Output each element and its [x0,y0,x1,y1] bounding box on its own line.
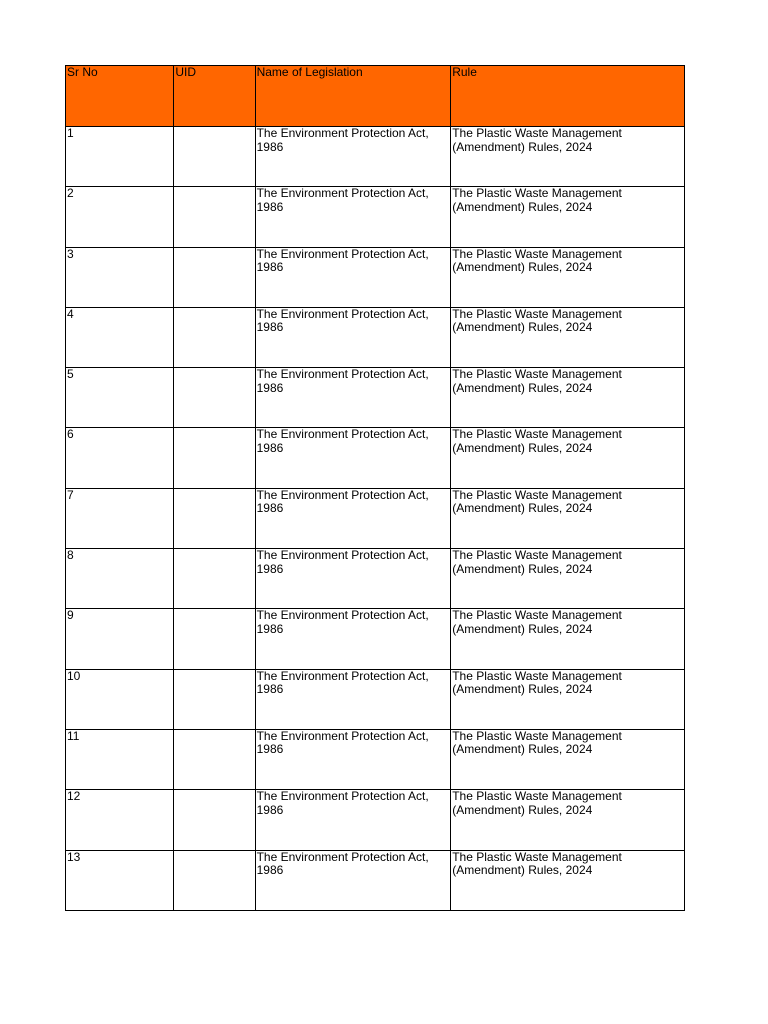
cell-name-of-legislation: The Environment Protection Act, 1986 [255,850,451,910]
cell-sr-no: 10 [66,669,174,729]
cell-rule: The Plastic Waste Management (Amendment) Rules, 2024 [451,428,685,488]
cell-uid [174,549,255,609]
cell-sr-no: 7 [66,488,174,548]
cell-name-of-legislation: The Environment Protection Act, 1986 [255,790,451,850]
cell-name-of-legislation: The Environment Protection Act, 1986 [255,307,451,367]
table-row [66,307,685,367]
cell-sr-no: 13 [66,850,174,910]
cell-sr-no: 9 [66,609,174,669]
cell-rule: The Plastic Waste Management (Amendment) Rules, 2024 [451,669,685,729]
cell-uid [174,729,255,789]
cell-uid [174,790,255,850]
legislation-table [65,65,685,911]
header-rule: Rule [451,66,685,127]
cell-sr-no: 5 [66,368,174,428]
cell-sr-no: 4 [66,307,174,367]
cell-rule: The Plastic Waste Management (Amendment) Rules, 2024 [451,488,685,548]
table-row [66,850,685,910]
table-row [66,790,685,850]
cell-sr-no: 12 [66,790,174,850]
cell-uid [174,850,255,910]
cell-name-of-legislation: The Environment Protection Act, 1986 [255,669,451,729]
cell-name-of-legislation: The Environment Protection Act, 1986 [255,368,451,428]
cell-rule: The Plastic Waste Management (Amendment) Rules, 2024 [451,549,685,609]
table-row [66,187,685,247]
cell-rule: The Plastic Waste Management (Amendment) Rules, 2024 [451,609,685,669]
cell-rule: The Plastic Waste Management (Amendment) Rules, 2024 [451,850,685,910]
cell-sr-no: 11 [66,729,174,789]
table-row [66,428,685,488]
cell-rule: The Plastic Waste Management (Amendment) Rules, 2024 [451,187,685,247]
table-header [66,66,685,127]
cell-sr-no: 6 [66,428,174,488]
table-row [66,549,685,609]
cell-sr-no: 8 [66,549,174,609]
cell-name-of-legislation: The Environment Protection Act, 1986 [255,488,451,548]
cell-name-of-legislation: The Environment Protection Act, 1986 [255,549,451,609]
table-row [66,368,685,428]
table-row [66,488,685,548]
table-row [66,609,685,669]
cell-sr-no: 2 [66,187,174,247]
table-row [66,247,685,307]
cell-name-of-legislation: The Environment Protection Act, 1986 [255,428,451,488]
cell-name-of-legislation: The Environment Protection Act, 1986 [255,187,451,247]
cell-uid [174,669,255,729]
cell-uid [174,187,255,247]
cell-rule: The Plastic Waste Management (Amendment) Rules, 2024 [451,790,685,850]
header-row [66,66,685,127]
cell-uid [174,247,255,307]
header-sr-no: Sr No [66,66,174,127]
cell-rule: The Plastic Waste Management (Amendment) Rules, 2024 [451,127,685,187]
cell-rule: The Plastic Waste Management (Amendment) Rules, 2024 [451,368,685,428]
cell-rule: The Plastic Waste Management (Amendment) Rules, 2024 [451,729,685,789]
cell-uid [174,428,255,488]
cell-rule: The Plastic Waste Management (Amendment) Rules, 2024 [451,307,685,367]
cell-name-of-legislation: The Environment Protection Act, 1986 [255,127,451,187]
cell-name-of-legislation: The Environment Protection Act, 1986 [255,729,451,789]
table-row [66,729,685,789]
cell-uid [174,488,255,548]
header-uid: UID [174,66,255,127]
cell-sr-no: 1 [66,127,174,187]
cell-name-of-legislation: The Environment Protection Act, 1986 [255,247,451,307]
cell-rule: The Plastic Waste Management (Amendment) Rules, 2024 [451,247,685,307]
cell-uid [174,609,255,669]
header-name-of-legislation: Name of Legislation [255,66,451,127]
table-row [66,127,685,187]
cell-uid [174,127,255,187]
cell-sr-no: 3 [66,247,174,307]
cell-name-of-legislation: The Environment Protection Act, 1986 [255,609,451,669]
cell-uid [174,307,255,367]
table-body [66,127,685,911]
table-row [66,669,685,729]
cell-uid [174,368,255,428]
